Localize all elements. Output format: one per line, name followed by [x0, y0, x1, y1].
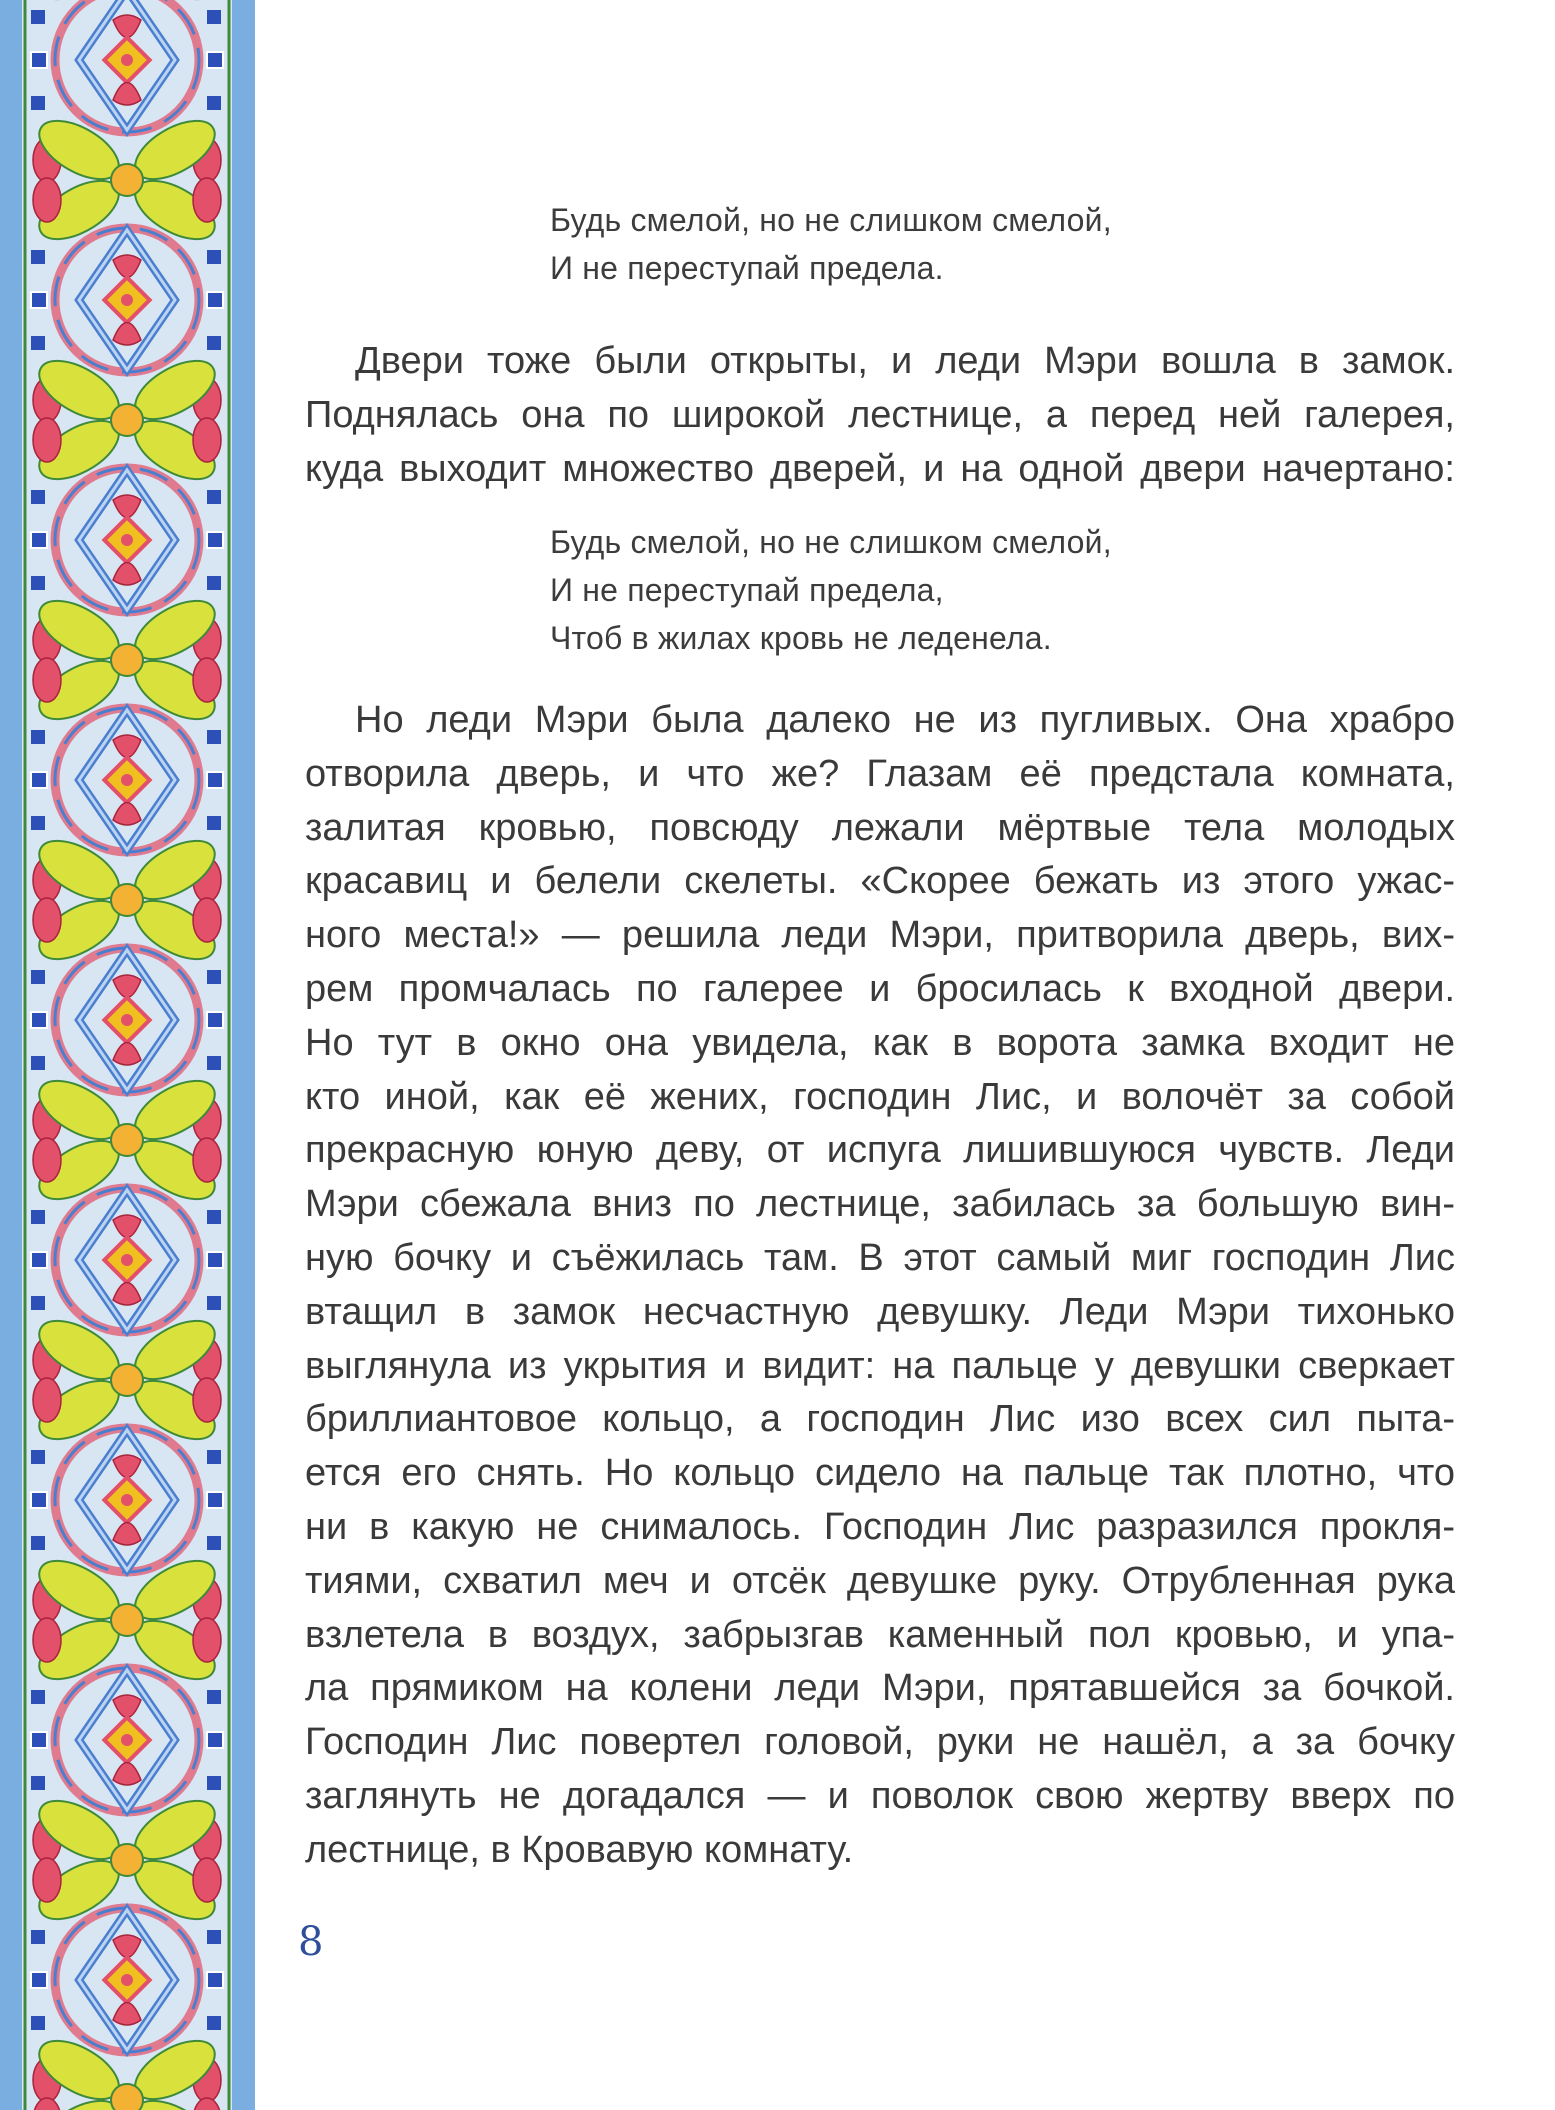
- text-line: ни в какую не снималось. Господин Лис разразился прокля-: [305, 1505, 1455, 1548]
- text-line: Но леди Мэри была далеко не из пугливых. Она храбро: [355, 699, 1455, 741]
- text-line: Двери тоже были открыты, и леди Мэри вошла в замок.: [355, 340, 1455, 382]
- verse-line: Будь смелой, но не слишком смелой,: [550, 202, 1112, 238]
- text-line: Господин Лис повертел головой, руки не нашёл, а за бочку: [305, 1721, 1455, 1764]
- text-line: бриллиантовое кольцо, а господин Лис изо всех сил пыта-: [305, 1398, 1455, 1441]
- text-line: тиями, схватил меч и отсёк девушке руку. Отрубленная рука: [305, 1559, 1455, 1602]
- text-line: выглянула из укрытия и видит: на пальце у девушки сверкает: [305, 1344, 1455, 1387]
- verse-block-1: [550, 196, 1112, 292]
- text-line: Но тут в окно она увидела, как в ворота замка входит не: [305, 1021, 1455, 1064]
- text-line: куда выходит множество дверей, и на одной двери начертано:: [305, 447, 1455, 490]
- text-line: лестнице, в Кровавую комнату.: [305, 1828, 854, 1871]
- text-line: втащил в замок несчастную девушку. Леди Мэри тихонько: [305, 1290, 1455, 1333]
- text-line: ную бочку и съёжилась там. В этот самый миг господин Лис: [305, 1236, 1455, 1279]
- verse-line: И не переступай предела,: [550, 572, 944, 608]
- page-number: 8: [298, 1919, 324, 1965]
- text-line: красавиц и белели скелеты. «Скорее бежать из этого ужас-: [305, 860, 1455, 903]
- text-line: ла прямиком на колени леди Мэри, прятавшейся за бочкой.: [305, 1667, 1455, 1710]
- floral-ornament-image: [22, 0, 232, 2110]
- text-line: Поднялась она по широкой лестнице, а перед ней галерея,: [305, 393, 1455, 436]
- text-line: ного места!» — решила леди Мэри, притворила дверь, вих-: [305, 914, 1455, 957]
- text-line: кто иной, как её жених, господин Лис, и волочёт за собой: [305, 1075, 1455, 1118]
- text-line: ется его снять. Но кольцо сидело на пальце так плотно, что: [305, 1452, 1455, 1495]
- verse-line: Чтоб в жилах кровь не леденела.: [550, 620, 1052, 656]
- text-line: рем промчалась по галерее и бросилась к входной двери.: [305, 967, 1455, 1010]
- text-line: заглянуть не догадался — и поволок свою жертву вверх по: [305, 1774, 1455, 1817]
- verse-block-2: [550, 518, 1112, 662]
- paragraph-2: [305, 694, 1455, 1878]
- text-line: залитая кровью, повсюду лежали мёртвые тела молодых: [305, 806, 1455, 849]
- text-line: Мэри сбежала вниз по лестнице, забилась за большую вин-: [305, 1183, 1455, 1226]
- text-column: [305, 0, 1455, 2110]
- ornamental-border: [0, 0, 255, 2110]
- text-line: прекрасную юную деву, от испуга лишившуюся чувств. Леди: [305, 1129, 1455, 1172]
- verse-line: Будь смелой, но не слишком смелой,: [550, 524, 1112, 560]
- verse-line: И не переступай предела.: [550, 250, 944, 286]
- paragraph-1: [305, 335, 1455, 496]
- text-line: отворила дверь, и что же? Глазам её предстала комната,: [305, 752, 1455, 795]
- text-line: взлетела в воздух, забрызгав каменный пол кровью, и упа-: [305, 1613, 1455, 1656]
